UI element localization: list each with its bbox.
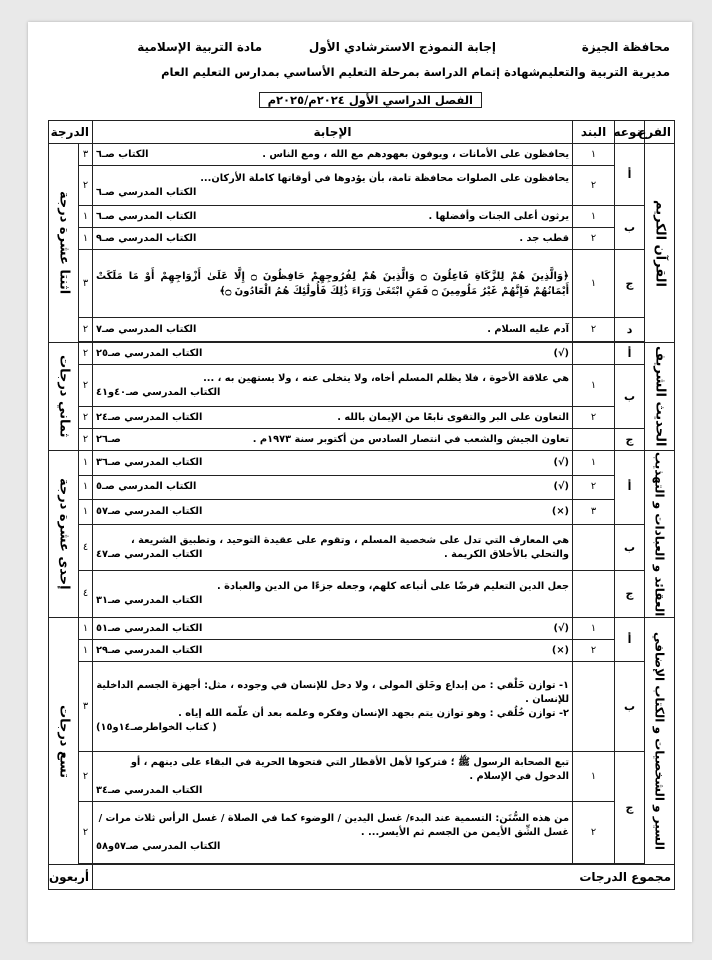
header-certificate: شهادة إتمام الدراسة بمرحلة التعليم الأساسي بمدارس التعليم العام	[161, 65, 540, 79]
section-seerah: السير و الشخصيات و الكتاب الإضافي	[645, 618, 675, 865]
type-label: أ	[615, 343, 645, 365]
answer-cell	[93, 144, 573, 166]
answer-text: (√)	[553, 456, 570, 468]
type-label: أ	[615, 144, 645, 206]
item-num: ٢	[573, 407, 615, 429]
ref-text: الكتاب المدرسي صـ٥	[96, 481, 197, 493]
grade-value: ١	[79, 640, 93, 662]
answer-text: جعل الدين التعليم فرضًا على أتباعه كلهم، وجعله جزءًا من الدين والعبادة .	[217, 581, 570, 593]
item-num: ١	[573, 618, 615, 640]
answer-text: هي علاقة الأخوة ، فلا يظلم المسلم أخاه، ولا يتخلى عنه ، ولا يستهين به ، ...	[203, 372, 570, 384]
item-num: ١	[573, 206, 615, 228]
answer-text: (×)	[551, 505, 570, 517]
answer-sheet	[28, 22, 692, 942]
grade-value: ٢	[79, 802, 93, 864]
col-type: نوعه	[615, 121, 645, 144]
header-gov: محافظة الجيزة	[581, 40, 670, 54]
table-row	[49, 365, 675, 407]
ref-text: الكتاب المدرسي صـ٦	[96, 210, 197, 222]
total-label: مجموع الدرجات	[93, 865, 675, 890]
answer-cell	[93, 318, 573, 342]
type-label: أ	[615, 618, 645, 662]
grade-value: ٢	[79, 343, 93, 365]
quran-verses: ﴿وَالَّذِينَ هُمْ لِلزَّكَاةِ فَاعِلُونَ ۝ وَالَّذِينَ هُمْ لِفُرُوجِهِمْ حَافِظُونَ ۝ إِلَّا عَلَىٰ أَزْوَاجِهِمْ أَوْ مَا مَلَكَتْ أَيْمَانُهُمْ فَإِنَّهُمْ غَيْرُ مَلُومِينَ ۝ فَمَنِ ابْتَغَىٰ وَرَاءَ ذَٰلِكَ فَأُولَٰئِكَ هُمُ الْعَادُونَ ۝﴾	[93, 250, 573, 318]
grade-value: ٢	[79, 365, 93, 407]
answer-cell	[93, 618, 573, 640]
total-hadith: ثماني درجات	[49, 343, 79, 451]
type-label: ج	[615, 752, 645, 864]
type-label: ب	[615, 365, 645, 429]
item-num: ٢	[573, 475, 615, 500]
ref-text: الكتاب المدرسي صـ٤٧	[96, 548, 203, 560]
answer-text: يحافظون على الصلوات محافظة تامة، بأن يؤدوها في أوقاتها كاملة الأركان...	[200, 172, 570, 184]
type-label: ب	[615, 206, 645, 250]
table-row	[49, 571, 675, 618]
table-row	[49, 343, 675, 365]
total-quran: اثنتا عشرة درجة	[49, 144, 79, 343]
item-num: ٢	[573, 228, 615, 250]
answer-cell	[93, 475, 573, 500]
section-quran: القرآن الكريم	[645, 144, 675, 343]
type-label: ج	[615, 571, 645, 618]
answer-text: التعاون على البر والتقوى نابعًا من الإيمان بالله .	[337, 411, 570, 423]
header-subject: مادة التربية الإسلامية	[137, 40, 262, 54]
answer-cell	[93, 500, 573, 525]
totals-row	[49, 865, 675, 890]
answer-text: (√)	[553, 347, 570, 359]
section-hadith: الحديث الشريف	[645, 343, 675, 451]
ref-text: الكتاب المدرسي صـ٤٠و٤١	[96, 386, 221, 398]
type-label: ج	[615, 250, 645, 318]
grade-value: ٢	[79, 429, 93, 451]
item-num: ٣	[573, 500, 615, 525]
ref-text: الكتاب صـ٦	[96, 148, 149, 160]
answer-cell	[93, 166, 573, 206]
section-aqaid: العقائد و العبادات و التهذيب	[645, 451, 675, 618]
type-label: ج	[615, 429, 645, 451]
item-num: ٢	[573, 318, 615, 342]
table-row	[49, 618, 675, 640]
col-item: البند	[573, 121, 615, 144]
table-row	[49, 429, 675, 451]
grade-value: ١	[79, 206, 93, 228]
type-label: أ	[615, 451, 645, 525]
item-num: ١	[573, 250, 615, 318]
grade-value: ٢	[79, 318, 93, 342]
type-label: ب	[615, 662, 645, 752]
answer-text: من هذه السُّنَن: التسمية عند البدء/ غسل اليدين / الوضوء كما في الصلاة / غسل الرأس ثلاث مرات / غسل الشِّق الأيمن من الجسم ثم الأيسر... .	[98, 812, 570, 838]
answer-cell	[93, 802, 573, 864]
header-model: إجابة النموذج الاسترشادي الأول	[308, 40, 496, 54]
table-row	[49, 752, 675, 802]
table-row	[49, 500, 675, 525]
ref-text: ( كتاب الخواطرصـ١٤و١٥)	[96, 721, 217, 733]
item-num: ١	[573, 451, 615, 476]
ref-text: الكتاب المدرسي صـ٥١	[96, 622, 203, 634]
answer-text: هي المعارف التي تدل على شخصية المسلم ، وتقوم على عقيدة التوحيد ، وتطبيق الشريعة ، والتحلي بالأخلاق الكريمة .	[131, 534, 570, 560]
answer-cell	[93, 343, 573, 365]
answer-cell	[93, 571, 573, 618]
col-grade: الدرجة	[49, 121, 93, 144]
ref-text: الكتاب المدرسي صـ٢٤	[96, 411, 203, 423]
grade-value: ١	[79, 228, 93, 250]
answer-text: (√)	[553, 622, 570, 634]
table-row	[49, 802, 675, 864]
answer-text: ٢- توازن خُلُقي : وهو توازن يتم بجهد الإنسان وفكره وعلمه بعد أن علّمه الله إياه .	[178, 707, 570, 719]
grade-value: ٣	[79, 250, 93, 318]
answer-cell	[93, 752, 573, 802]
header-term: الفصل الدراسي الأول ٢٠٢٤م/٢٠٢٥م	[259, 92, 482, 108]
grade-value: ٢	[79, 407, 93, 429]
table-row	[49, 662, 675, 752]
table-row	[49, 228, 675, 250]
ref-text: صـ٢٦	[96, 433, 121, 445]
table-row	[49, 475, 675, 500]
answer-cell	[93, 640, 573, 662]
grade-value: ١	[79, 475, 93, 500]
type-label: ب	[615, 524, 645, 571]
table-row	[49, 206, 675, 228]
ref-text: الكتاب المدرسي صـ٦	[96, 186, 197, 198]
answer-text: يحافظون على الأمانات ، ويوفون بعهودهم مع الله ، ومع الناس .	[262, 148, 570, 160]
answer-cell	[93, 429, 573, 451]
grade-value: ٤	[79, 571, 93, 618]
answer-cell	[93, 228, 573, 250]
total-seerah: تسع درجات	[49, 618, 79, 865]
grade-value: ٢	[79, 752, 93, 802]
ref-text: الكتاب المدرسي صـ٥٧	[96, 505, 203, 517]
item-num: ١	[573, 144, 615, 166]
grade-value: ٣	[79, 662, 93, 752]
ref-text: الكتاب المدرسي صـ٣٦	[96, 456, 203, 468]
answer-text: تعاون الجيش والشعب في انتصار السادس من أكتوبر سنة ١٩٧٣م .	[252, 433, 570, 445]
table-row	[49, 250, 675, 318]
col-branch: الفرع	[645, 121, 675, 144]
answer-cell	[93, 451, 573, 476]
table-row	[49, 451, 675, 476]
table-row	[49, 318, 675, 342]
total-aqaid: إحدى عشرة درجة	[49, 451, 79, 618]
total-value: أربعون	[49, 865, 93, 890]
answer-cell	[93, 407, 573, 429]
ref-text: الكتاب المدرسي صـ٣٤	[96, 784, 203, 796]
answer-cell	[93, 365, 573, 407]
answer-cell	[93, 662, 573, 752]
answer-cell	[93, 524, 573, 571]
answer-text: تبع الصحابة الرسول ﷺ ؛ فتركوا لأهل الأقطار التي فتحوها الحرية في البقاء على دينهم ، أو الدخول في الإسلام .	[130, 756, 570, 782]
grade-value: ١	[79, 451, 93, 476]
ref-text: الكتاب المدرسي صـ٩	[96, 232, 197, 244]
answer-text: يرثون أعلى الجنات وأفضلها .	[428, 210, 570, 222]
grade-value: ٤	[79, 524, 93, 571]
answer-text: (×)	[551, 644, 570, 656]
answers-table	[48, 120, 675, 890]
answer-text: ١- توازن خَلْقي : من إبداع وخَلق المولى ، ولا دخل للإنسان في وجوده ، مثل: أجهزة الجسم الداخلية للإنسان .	[96, 679, 570, 705]
ref-text: الكتاب المدرسي صـ٣١	[96, 595, 203, 607]
ref-text: الكتاب المدرسي صـ٢٩	[96, 644, 203, 656]
grade-value: ٣	[79, 144, 93, 166]
answer-text: آدم عليه السلام .	[487, 323, 570, 335]
item-num: ١	[573, 752, 615, 802]
type-label: د	[615, 318, 645, 342]
table-header-row	[49, 121, 675, 144]
table-row	[49, 524, 675, 571]
ref-text: الكتاب المدرسي صـ٢٥	[96, 347, 203, 359]
ref-text: الكتاب المدرسي صـ٧	[96, 323, 197, 335]
item-num: ٢	[573, 640, 615, 662]
table-row	[49, 407, 675, 429]
answer-cell	[93, 206, 573, 228]
col-answer: الإجابة	[93, 121, 573, 144]
table-row	[49, 166, 675, 206]
grade-value: ١	[79, 618, 93, 640]
header-directorate: مديرية التربية والتعليم	[538, 65, 670, 79]
item-num: ٢	[573, 802, 615, 864]
ref-text: الكتاب المدرسي صـ٥٧و٥٨	[96, 840, 221, 852]
table-row	[49, 640, 675, 662]
answer-text: (√)	[553, 481, 570, 493]
grade-value: ٢	[79, 166, 93, 206]
item-num: ١	[573, 365, 615, 407]
answer-text: قطب جد .	[519, 232, 570, 244]
table-row	[49, 144, 675, 166]
grade-value: ١	[79, 500, 93, 525]
item-num: ٢	[573, 166, 615, 206]
